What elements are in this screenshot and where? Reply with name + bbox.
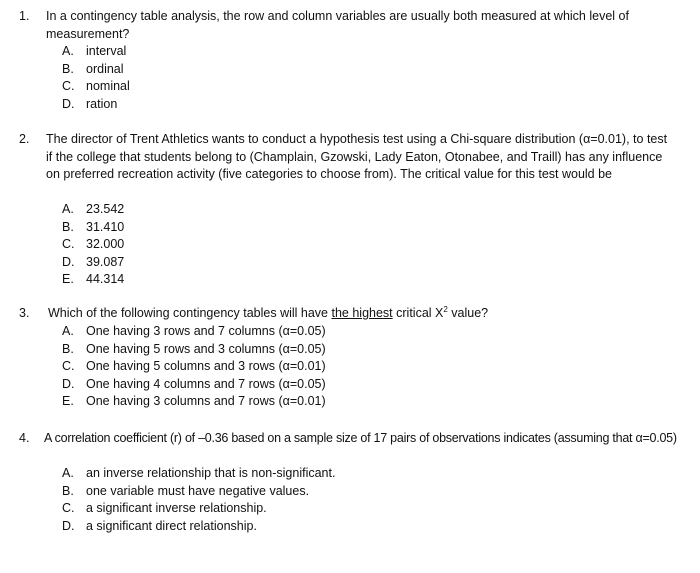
option-a[interactable]: A. 23.542 — [62, 202, 125, 216]
option-a[interactable]: A. an inverse relationship that is non-significant. — [62, 466, 336, 480]
question-number: 1. — [19, 9, 30, 23]
option-list — [62, 323, 326, 411]
option-d[interactable]: D. One having 4 columns and 7 rows (α=0.05) — [62, 376, 326, 391]
option-c[interactable]: C. a significant inverse relationship. — [62, 501, 267, 515]
option-a[interactable]: A. One having 3 rows and 7 columns (α=0.05) — [62, 324, 326, 338]
option-a[interactable]: A. interval — [62, 44, 127, 58]
question-number: 3. — [19, 306, 30, 320]
option-b[interactable]: B. ordinal — [62, 61, 124, 76]
option-b[interactable]: B. 31.410 — [62, 219, 125, 234]
option-b[interactable]: B. One having 5 rows and 3 columns (α=0.05) — [62, 341, 326, 356]
option-d[interactable]: D. 39.087 — [62, 254, 125, 269]
question-text: In a contingency table analysis, the row and column variables are usually both measured at which level of measurement? — [46, 9, 629, 41]
question-number: 4. — [19, 431, 30, 445]
option-list — [62, 201, 124, 289]
question-text: Which of the following contingency tables will have the highest critical $X^2$ value? — [48, 304, 489, 320]
question-number: 2. — [19, 132, 30, 146]
option-list — [62, 43, 130, 113]
option-list — [62, 465, 335, 535]
superscript: 2 — [443, 304, 448, 314]
option-d[interactable]: D. ration — [62, 96, 118, 111]
option-d[interactable]: D. a significant direct relationship. — [62, 518, 257, 533]
option-c[interactable]: C. nominal — [62, 79, 130, 93]
question-text: The director of Trent Athletics wants to conduct a hypothesis test using a Chi-square distribution (α=0.01), to test if the college that students belong to (Champlain, Gzowski, Lady Eaton, Otonabee, and Traill) has any influence on preferred recreation activity (five categories to choose from). The critical value for this test would be — [46, 132, 668, 181]
option-e[interactable]: E. 44.314 — [62, 272, 125, 286]
emphasis-text: the highest — [331, 306, 393, 320]
option-c[interactable]: C. One having 5 columns and 3 rows (α=0.01) — [62, 359, 326, 373]
option-e[interactable]: E. One having 3 columns and 7 rows (α=0.01) — [62, 394, 326, 408]
question-text: A correlation coefficient (r) of –0.36 based on a sample size of 17 pairs of observations indicates (assuming that α=0.05) — [44, 431, 677, 445]
option-c[interactable]: C. 32.000 — [62, 237, 125, 251]
option-b[interactable]: B. one variable must have negative values. — [62, 483, 310, 498]
